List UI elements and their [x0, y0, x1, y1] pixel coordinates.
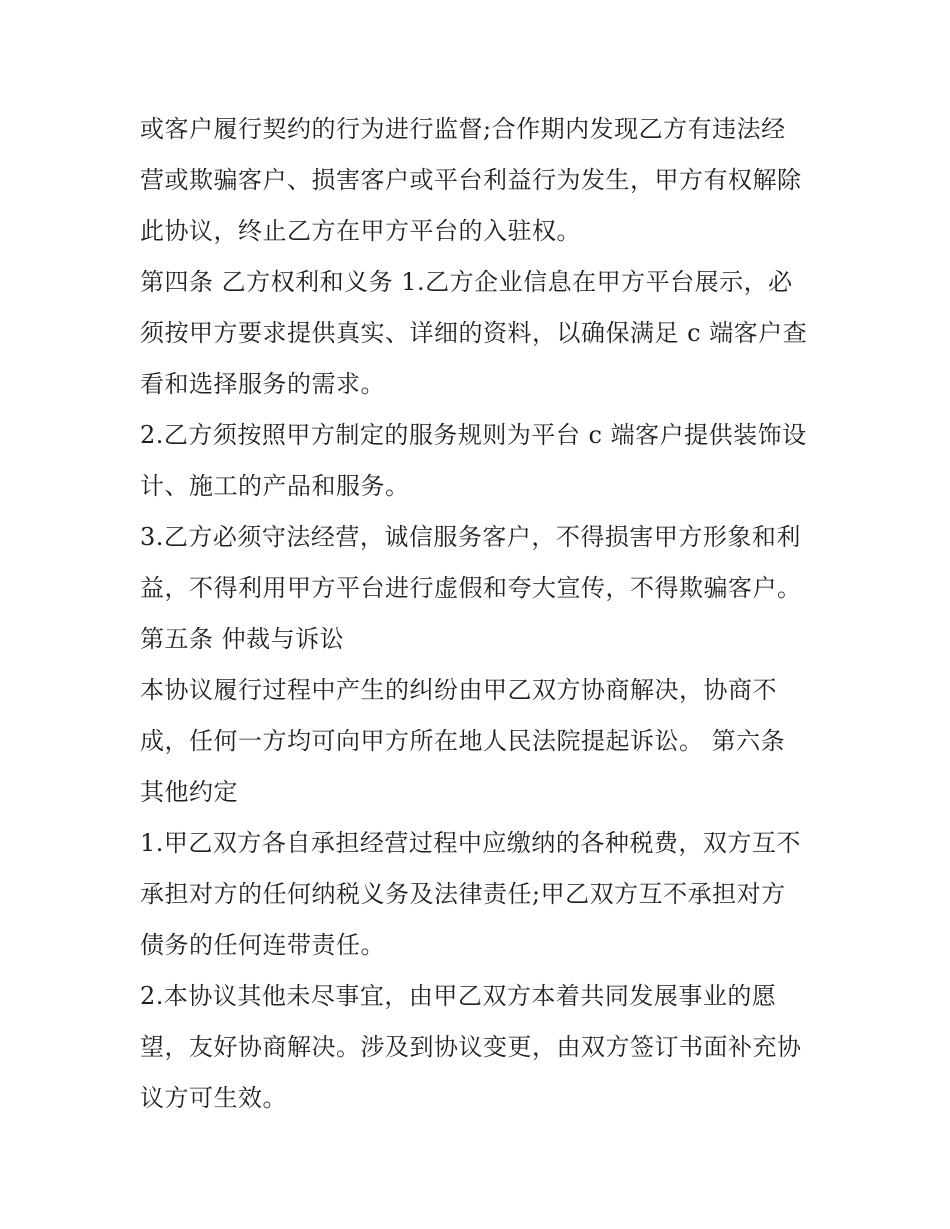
text-line: 第四条 乙方权利和义务 1.乙方企业信息在甲方平台展示，必 — [140, 268, 793, 296]
text-line: 债务的任何连带责任。 — [140, 931, 385, 959]
text-line: 成，任何一方均可向甲方所在地人民法院提起诉讼。 第六条 — [140, 727, 786, 755]
text-line: 须按甲方要求提供真实、详细的资料，以确保满足 c 端客户查 — [140, 319, 808, 347]
text-line: 3.乙方必须守法经营，诚信服务客户，不得损害甲方形象和利 — [140, 523, 801, 551]
text-line: 1.甲乙双方各自承担经营过程中应缴纳的各种税费，双方互不 — [140, 829, 801, 857]
text-line: 益，不得利用甲方平台进行虚假和夸大宣传，不得欺骗客户。 — [140, 574, 802, 602]
text-line: 看和选择服务的需求。 — [140, 370, 385, 398]
text-line: 2.本协议其他未尽事宜，由甲乙双方本着共同发展事业的愿 — [140, 982, 777, 1010]
section-heading: 第五条 仲裁与诉讼 — [140, 625, 345, 653]
text-line: 或客户履行契约的行为进行监督;合作期内发现乙方有违法经 — [140, 115, 786, 143]
text-line: 其他约定 — [140, 778, 238, 806]
text-line: 计、施工的产品和服务。 — [140, 472, 410, 500]
text-line: 议方可生效。 — [140, 1084, 287, 1112]
text-line: 承担对方的任何纳税义务及法律责任;甲乙双方互不承担对方 — [140, 880, 786, 908]
document-body — [140, 104, 830, 1124]
text-line: 此协议，终止乙方在甲方平台的入驻权。 — [140, 217, 581, 245]
text-line: 望，友好协商解决。涉及到协议变更，由双方签订书面补充协 — [140, 1033, 802, 1061]
text-line: 本协议履行过程中产生的纠纷由甲乙双方协商解决，协商不 — [140, 676, 777, 704]
text-line: 营或欺骗客户、损害客户或平台利益行为发生，甲方有权解除 — [140, 166, 802, 194]
text-line: 2.乙方须按照甲方制定的服务规则为平台 c 端客户提供装饰设 — [140, 421, 807, 449]
